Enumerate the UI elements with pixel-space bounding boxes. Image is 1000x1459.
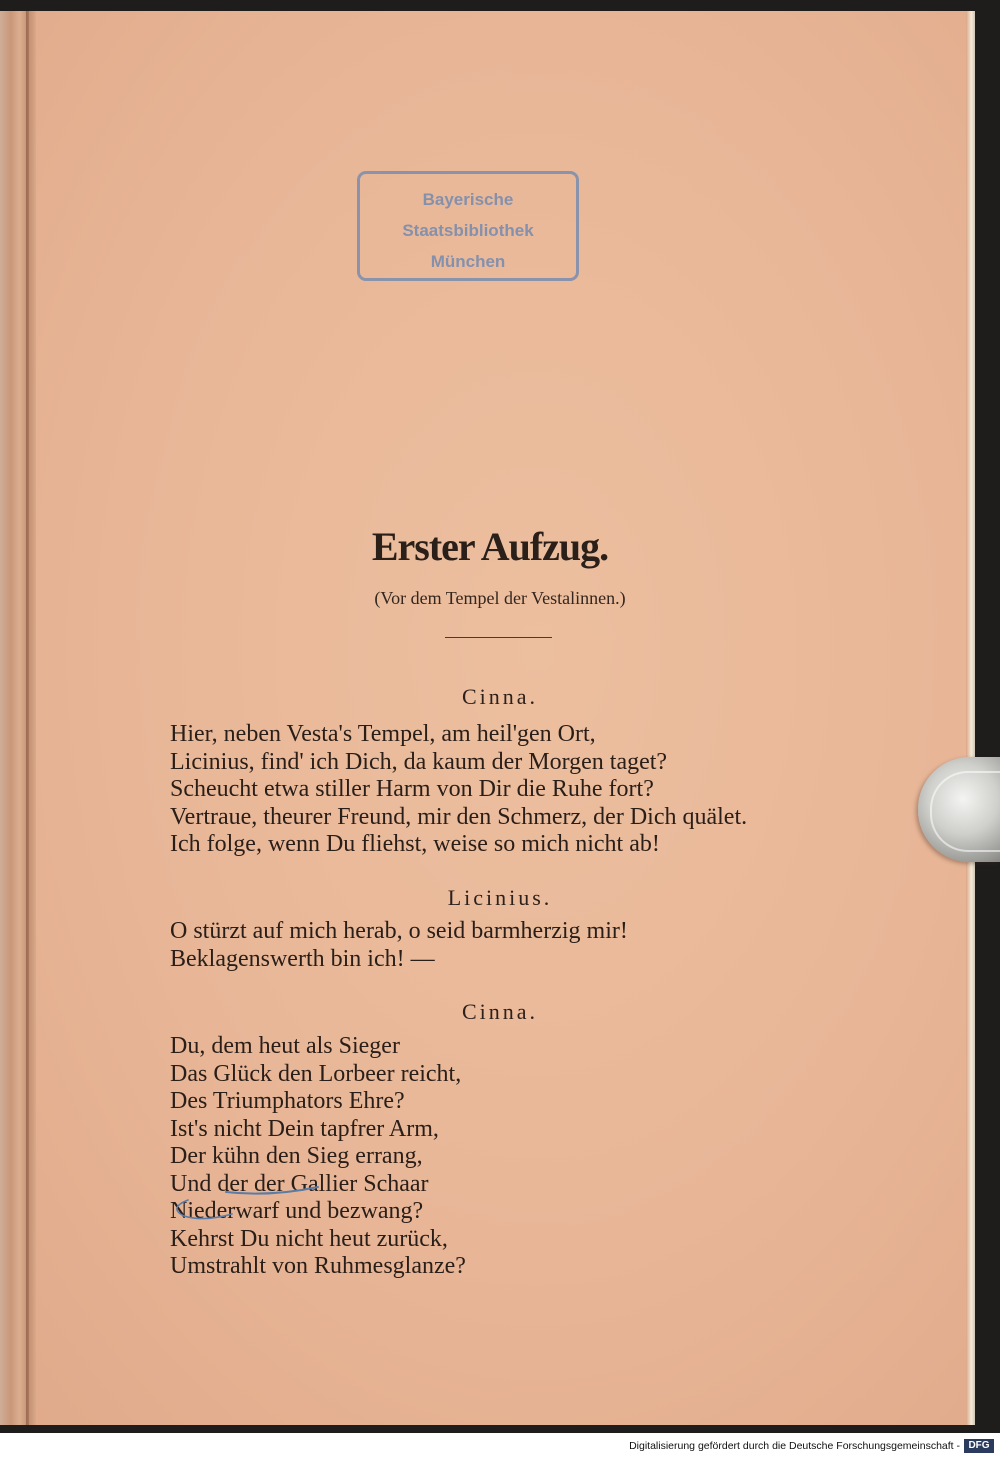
verse-line: Licinius, find' ich Dich, da kaum der Morgen taget? xyxy=(170,748,668,775)
clip-highlight xyxy=(930,771,1000,852)
verse-line: Kehrst Du nicht heut zurück, xyxy=(170,1225,448,1252)
verse-line: Du, dem heut als Sieger xyxy=(170,1033,400,1059)
binding-fold xyxy=(26,11,29,1425)
verse-line: Umstrahlt von Ruhmesglanze? xyxy=(170,1253,466,1279)
verse-line: Und der der Gallier Schaar xyxy=(170,1170,429,1197)
verse-line: Niederwarf und bezwang? xyxy=(170,1198,424,1224)
verse-line: Beklagenswerth bin ich! — xyxy=(170,945,435,972)
verse-block xyxy=(170,1033,930,1281)
verse-line: Scheucht etwa stiller Harm von Dir die Ruhe fort? xyxy=(170,776,654,802)
verse-block xyxy=(170,721,930,859)
book-binding xyxy=(0,11,36,1425)
verse-line: Ist's nicht Dein tapfrer Arm, xyxy=(170,1115,439,1142)
stage-direction: (Vor dem Tempel der Vestalinnen.) xyxy=(374,588,626,608)
act-title: Erster Aufzug. xyxy=(371,524,609,569)
funding-notice: Digitalisierung gefördert durch die Deutsche Forschungsgemeinschaft - xyxy=(629,1440,960,1452)
verse-line: O stürzt auf mich herab, o seid barmherzig mir! xyxy=(170,918,628,944)
page-edge xyxy=(966,11,975,1425)
stamp-line: München xyxy=(430,252,506,271)
verse-line: Ich folge, wenn Du fliehst, weise so mich nicht ab! xyxy=(170,831,660,857)
verse-block xyxy=(170,918,930,973)
speaker-name: Licinius. xyxy=(447,885,553,910)
footer-bar xyxy=(0,1433,1000,1459)
verse-line: Der kühn den Sieg errang, xyxy=(170,1143,423,1169)
speaker-name: Cinna. xyxy=(461,684,539,709)
dfg-logo: DFG xyxy=(964,1439,994,1453)
pencil-underline xyxy=(226,1187,318,1194)
divider xyxy=(445,637,552,638)
verse-line: Vertraue, theurer Freund, mir den Schmerz, der Dich quälet. xyxy=(170,803,748,830)
pencil-marks xyxy=(160,1170,360,1230)
library-stamp xyxy=(357,171,579,281)
pencil-curve xyxy=(177,1200,232,1219)
speaker-name: Cinna. xyxy=(461,999,539,1024)
stamp-line: Bayerische xyxy=(422,190,514,209)
verse-line: Des Triumphators Ehre? xyxy=(170,1088,405,1114)
stamp-line: Staatsbibliothek xyxy=(402,221,534,240)
verse-line: Hier, neben Vesta's Tempel, am heil'gen Ort, xyxy=(170,721,596,747)
verse-line: Das Glück den Lorbeer reicht, xyxy=(170,1060,462,1087)
